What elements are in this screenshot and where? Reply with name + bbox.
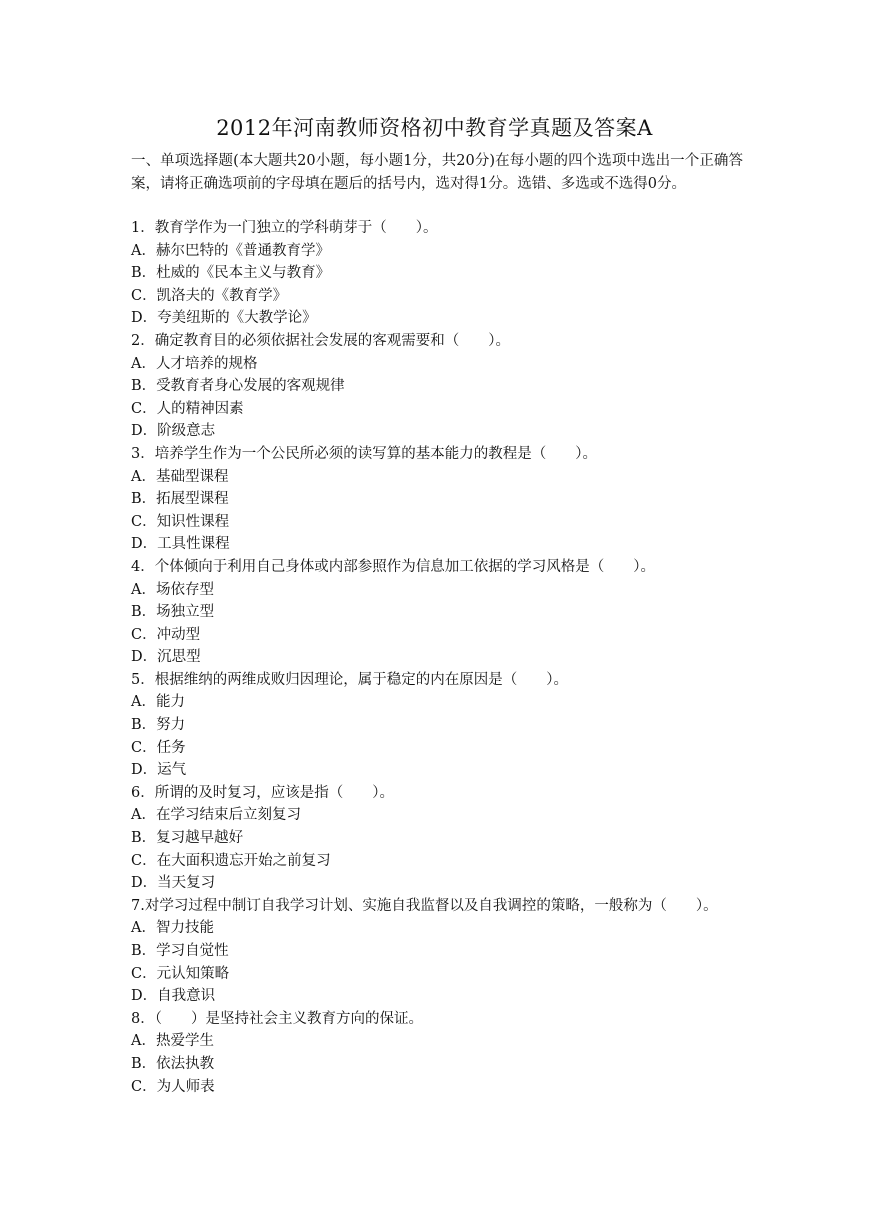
question-item: [131, 556, 751, 669]
answer-option: C．冲动型: [131, 626, 201, 643]
answer-option: B．学习自觉性: [131, 943, 229, 959]
answer-option: C．任务: [131, 739, 186, 756]
answer-option: A．赫尔巴特的《普通教育学》: [131, 242, 330, 259]
answer-option: C．人的精神因素: [131, 400, 244, 417]
answer-option: B．努力: [131, 717, 186, 734]
question-item: [131, 443, 751, 556]
question-stem: 8．（ ）是坚持社会主义教育方向的保证。: [131, 1010, 423, 1027]
answer-option: D．自我意识: [131, 988, 216, 1005]
question-item: [131, 1008, 751, 1098]
question-list: [131, 217, 751, 1098]
question-item: [131, 669, 751, 782]
answer-option: A．人才培养的规格: [131, 355, 258, 372]
answer-option: B．复习越早越好: [131, 830, 244, 847]
answer-option: A．场依存型: [131, 581, 214, 598]
answer-option: A．智力技能: [131, 920, 214, 937]
question-stem: 3．培养学生作为一个公民所必须的读写算的基本能力的教程是（ ）。: [131, 445, 597, 462]
question-stem: 5．根据维纳的两维成败归因理论，属于稳定的内在原因是（ ）。: [131, 671, 568, 688]
answer-option: C．元认知策略: [131, 965, 230, 982]
question-stem: 1．教育学作为一门独立的学科萌芽于（ ）。: [131, 220, 438, 236]
question-item: [131, 217, 751, 330]
answer-option: A．基础型课程: [131, 468, 229, 485]
question-item: [131, 330, 751, 443]
answer-option: D．沉思型: [131, 649, 201, 666]
answer-option: D．当天复习: [131, 875, 216, 892]
answer-option: B．杜威的《民本主义与教育》: [131, 265, 331, 282]
answer-option: B．受教育者身心发展的客观规律: [131, 378, 345, 395]
question-item: [131, 782, 751, 895]
question-stem: 7.对学习过程中制订自我学习计划、实施自我监督以及自我调控的策略，一般称为（ ）。: [131, 897, 718, 914]
answer-option: D．阶级意志: [131, 423, 216, 440]
answer-option: A．热爱学生: [131, 1033, 214, 1050]
answer-option: D．工具性课程: [131, 536, 230, 553]
answer-option: A．在学习结束后立刻复习: [131, 807, 301, 824]
answer-option: C．知识性课程: [131, 513, 230, 530]
question-item: [131, 895, 751, 1008]
answer-option: A．能力: [131, 694, 185, 711]
answer-option: D．运气: [131, 762, 187, 779]
question-stem: 4．个体倾向于利用自己身体或内部参照作为信息加工依据的学习风格是（ ）。: [131, 558, 655, 575]
question-stem: 2．确定教育目的必须依据社会发展的客观需要和（ ）。: [131, 332, 510, 349]
answer-option: B．场独立型: [131, 604, 215, 621]
answer-option: B．依法执教: [131, 1055, 215, 1072]
answer-option: B．拓展型课程: [131, 491, 229, 508]
answer-option: C．为人师表: [131, 1078, 215, 1095]
answer-option: C．凯洛夫的《教育学》: [131, 287, 288, 304]
section-instructions: 一、单项选择题(本大题共20小题，每小题1分，共20分)在每小题的四个选项中选出一个正确答案，请将正确选项前的字母填在题后的括号内，选对得1分。选错、多选或不选得0分。: [131, 153, 743, 192]
document-title: 2012年河南教师资格初中教育学真题及答案A: [216, 116, 653, 140]
answer-option: D．夸美纽斯的《大教学论》: [131, 310, 317, 327]
answer-option: C．在大面积遗忘开始之前复习: [131, 852, 331, 869]
question-stem: 6．所谓的及时复习，应该是指（ ）。: [131, 784, 394, 801]
